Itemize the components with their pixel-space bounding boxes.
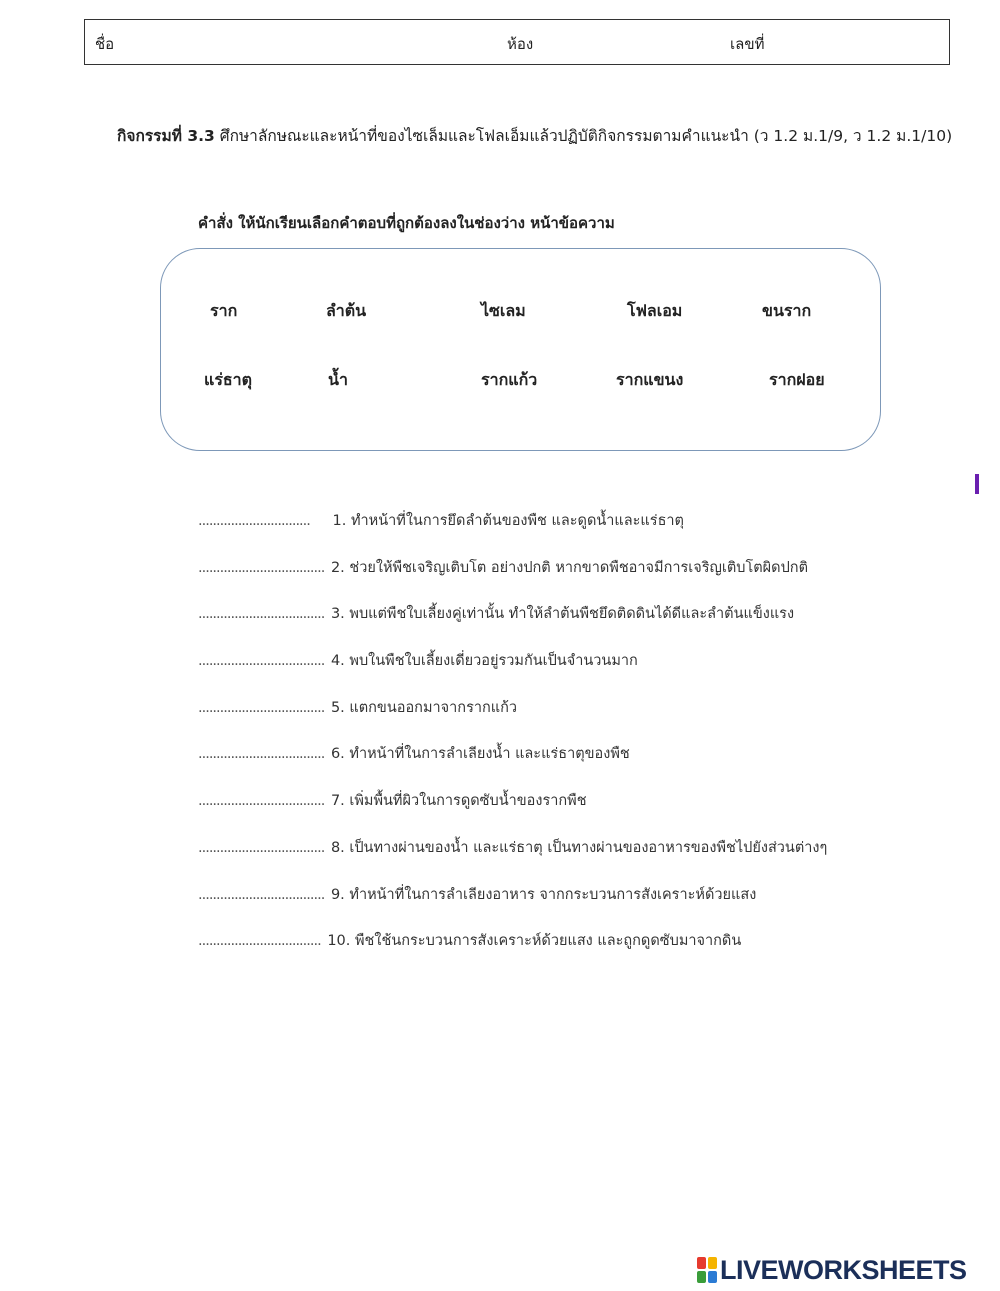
question-item	[198, 883, 756, 906]
question-text: พบแต่พืชใบเลี้ยงคู่เท่านั้น ทำให้ลำต้นพืชยึดติดดินได้ดีและลำต้นแข็งแรง	[349, 606, 795, 622]
question-number: 2.	[330, 560, 345, 576]
logo-square	[708, 1271, 717, 1283]
question-number: 7.	[330, 793, 345, 809]
question-item	[198, 602, 794, 625]
word-bank-item: โฟลเอม	[627, 301, 683, 320]
logo-square	[708, 1257, 717, 1269]
question-item	[198, 509, 684, 532]
activity-title: กิจกรรมที่ 3.3	[117, 127, 215, 145]
liveworksheets-logo	[697, 1255, 967, 1285]
question-number: 8.	[330, 840, 345, 856]
number-label: เลขที่	[730, 35, 765, 53]
brand-text: LIVEWORKSHEETS	[720, 1254, 967, 1285]
answer-blank[interactable]: ..................................	[198, 933, 321, 949]
answer-blank[interactable]: ...................................	[198, 793, 325, 809]
question-item	[198, 649, 638, 672]
answer-blank[interactable]: ...................................	[198, 887, 325, 903]
question-item	[198, 789, 587, 812]
answer-blank[interactable]: ...................................	[198, 606, 325, 622]
answer-blank[interactable]: ...................................	[198, 700, 325, 716]
question-item	[198, 836, 827, 859]
word-bank-item: ไซเลม	[481, 301, 526, 320]
question-text: พบในพืชใบเลี้ยงเดี่ยวอยู่รวมกันเป็นจำนวนมาก	[349, 653, 638, 669]
word-bank-item: น้ำ	[328, 370, 348, 389]
word-bank-item: รากฝอย	[769, 370, 825, 389]
answer-blank[interactable]: ...................................	[198, 746, 325, 762]
question-number: 4.	[330, 653, 345, 669]
question-text: เป็นทางผ่านของน้ำ และแร่ธาตุ เป็นทางผ่านของอาหารของพืชไปยังส่วนต่างๆ	[349, 840, 828, 856]
question-number: 3.	[330, 606, 345, 622]
question-number: 1.	[332, 513, 347, 529]
question-item	[198, 696, 517, 719]
question-text: ทำหน้าที่ในการลำเลียงอาหาร จากกระบวนการสังเคราะห์ด้วยแสง	[349, 887, 757, 903]
word-bank-item: รากแขนง	[616, 370, 684, 389]
answer-blank[interactable]: ...............................	[198, 513, 310, 529]
logo-square	[697, 1257, 706, 1269]
activity-text: ศึกษาลักษณะและหน้าที่ของไซเล็มและโฟลเอ็มแล้วปฏิบัติกิจกรรมตามคำแนะนำ (ว 1.2 ม.1/9, ว 1.2 ม.1/10)	[219, 127, 953, 145]
question-item	[198, 556, 808, 579]
word-bank-item: ขนราก	[762, 301, 812, 320]
activity-heading	[117, 123, 952, 148]
question-number: 5.	[330, 700, 345, 716]
word-bank-box	[160, 248, 881, 451]
answer-blank[interactable]: ...................................	[198, 840, 325, 856]
room-label: ห้อง	[507, 35, 534, 53]
answer-blank[interactable]: ...................................	[198, 560, 325, 576]
answer-blank[interactable]: ...................................	[198, 653, 325, 669]
instruction-text: คำสั่ง ให้นักเรียนเลือกคำตอบที่ถูกต้องลงในช่องว่าง หน้าข้อความ	[198, 214, 615, 232]
word-bank-item: ลำต้น	[326, 301, 367, 320]
question-text: ทำหน้าที่ในการลำเลียงน้ำ และแร่ธาตุของพืช	[349, 746, 630, 762]
word-bank-item: ราก	[210, 301, 238, 320]
student-info-box	[84, 19, 950, 65]
question-number: 6.	[330, 746, 345, 762]
question-text: พืชใช้นกระบวนการสังเคราะห์ด้วยแสง และถูกดูดซับมาจากดิน	[355, 933, 742, 949]
question-item	[198, 742, 630, 765]
question-number: 10.	[327, 933, 351, 949]
word-bank-item: แร่ธาตุ	[204, 370, 253, 389]
purple-marker	[975, 474, 979, 494]
question-text: ช่วยให้พืชเจริญเติบโต อย่างปกติ หากขาดพืชอาจมีการเจริญเติบโตผิดปกติ	[349, 560, 808, 576]
question-item	[198, 929, 741, 952]
logo-square	[697, 1271, 706, 1283]
word-bank-item: รากแก้ว	[481, 370, 538, 389]
liveworksheets-icon	[697, 1257, 717, 1283]
question-text: ทำหน้าที่ในการยึดลำต้นของพืช และดูดน้ำและแร่ธาตุ	[350, 513, 684, 529]
name-label: ชื่อ	[95, 35, 115, 53]
question-text: แตกขนออกมาจากรากแก้ว	[349, 700, 518, 716]
question-number: 9.	[330, 887, 345, 903]
question-text: เพิ่มพื้นที่ผิวในการดูดซับน้ำของรากพืช	[349, 793, 587, 809]
